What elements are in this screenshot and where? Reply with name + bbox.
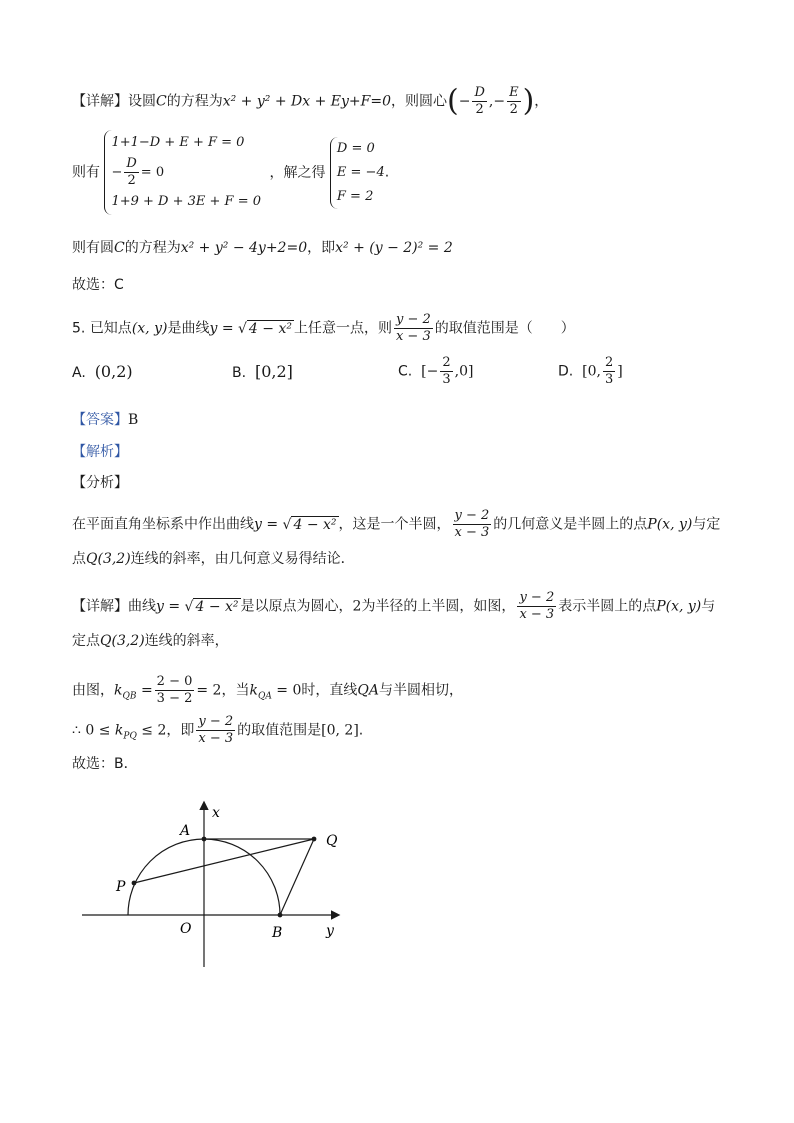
frac-num: y − 2 [519,590,555,605]
option-value: (0,2) [94,362,133,381]
option-pre: [− [421,363,439,380]
text: . [384,164,390,181]
center-x-fraction [472,85,486,118]
label-P: P [116,879,126,895]
text: 的方程为 [166,93,223,110]
label-B: B [272,925,283,941]
axis-label-y: y [326,923,334,939]
interval: [0, 2] [321,722,359,739]
text: 已知点 [89,320,132,337]
k-subscript: PQ [123,731,137,742]
text: 在平面直角坐标系中作出曲线 [72,516,254,533]
point-P: P(x, y) [647,516,693,533]
ratio-fraction [394,312,433,345]
option-key: D. [558,363,574,380]
frac-den: 3 [604,372,614,387]
text: 点 [72,551,86,567]
solution-row-1: D = 0 [336,140,375,156]
frac-num: y − 2 [198,714,234,729]
frac-den: 2 [509,102,518,117]
ratio-fraction [453,508,492,541]
text: 的几何意义是半圆上的点 [493,516,648,533]
label-A: A [180,823,191,839]
semicircle-figure [70,795,360,975]
point-B-dot [278,913,283,918]
ratio-fraction [517,590,556,623]
prev-answer: 故选：C [72,277,124,293]
k-symbol: k [114,682,123,699]
fenxi-line-1: 在平面直角坐标系中作出曲线y = √ 4 − x² ，这是一个半圆， $\frac{y - 2}{x - 3}$ 的几何意义是半圆上的点P(x, y)与定 [72,508,721,540]
text: ，当 [221,682,250,699]
point-P: P(x, y) [656,598,702,615]
text: 与定 [692,516,721,533]
option-c[interactable] [398,355,473,388]
text: 与半圆相切， [378,682,463,699]
point-P-dot [132,881,137,886]
detail-label: 【详解】 [72,93,128,110]
line-QA: QA [357,682,379,699]
curve-lhs: y = [156,598,181,615]
option-key: C. [398,363,413,380]
equals: = [140,682,153,699]
point-Q: Q(3,2) [86,551,131,567]
ratio-fraction [196,714,235,747]
option-key: A. [72,365,86,381]
text: 是曲线 [167,320,210,337]
option-post: ,0] [454,363,474,380]
option-b[interactable] [232,362,293,383]
system-row-1: 1+1−D + E + F = 0 [111,135,245,150]
axis-label-x: x [212,805,220,821]
text: ，这是一个半圆， [338,516,451,533]
inequality-right: ≤ 2 [141,722,167,739]
text: ，即 [307,240,336,256]
slope-value: = 2 [196,682,222,699]
answer-value: B [128,412,139,428]
math-C: C [114,240,125,256]
inequality-left: ∴ 0 ≤ [72,722,111,739]
frac-den: 2 [127,173,136,188]
point-Q: Q(3,2) [100,633,145,649]
result-line [72,238,453,258]
frac-num: D [474,85,485,100]
text: 曲线 [128,598,156,615]
question-5 [72,312,575,345]
frac-num: E [509,85,519,100]
solution-system [330,137,385,209]
solution-row-2: E = −4 [336,164,385,180]
radicand: 4 − x² [248,320,292,337]
text: 的取值范围是 [237,722,322,739]
text: ，即 [166,722,195,739]
option-post: ] [617,363,623,380]
detail-line-1: 【详解】曲线y = √ 4 − x² 是以原点为圆心，2为半径的上半圆，如图， $\frac{y - 2}{x - 3}$ 表示半圆上的点P(x, y)与 [72,590,716,622]
point-xy: (x, y) [131,320,168,337]
segment-PQ [134,839,314,883]
question-number: 5. [72,320,86,337]
frac-num: 2 [442,355,451,370]
text: . [358,722,364,739]
equation-1: x² + y² − 4y+2=0 [180,240,308,256]
radicand: 4 − x² [195,598,239,615]
curve-lhs: y = [209,320,234,337]
k-symbol: k [114,722,124,739]
system-prefix: 则有 [72,164,100,181]
equation-system [104,130,261,215]
frac-num: y − 2 [395,312,431,327]
segment-BQ [280,839,314,915]
system-row-3: 1+9 + D + 3E + F = 0 [111,194,261,209]
text: 由图， [72,682,114,699]
radicand: 4 − x² [293,516,337,533]
frac-den: x − 3 [454,525,490,540]
radius-value: 2 [352,598,362,615]
text: 定点 [72,633,100,649]
k-symbol: k [249,682,258,699]
text: 的方程为 [124,240,181,256]
text: 连线的斜率，由几何意义易得结论． [130,551,355,567]
final-answer: 故选：B． [72,756,138,772]
option-key: B. [232,365,247,381]
center-y-fraction [507,85,521,118]
text: 则有圆 [72,240,114,256]
text: 时，直线 [301,682,358,699]
text: 是以原点为圆心， [240,598,353,615]
detail-prev-line: 【详解】设圆C的方程为x² + y² + Dx + Ey+F=0，则圆心(− $\frac{D}{2}$ ,− $\frac{E}{2}$ )， [72,83,549,119]
point-A-dot [202,837,207,842]
text: 为半径的上半圆，如图， [361,598,516,615]
math-C: C [156,93,167,110]
point-Q-dot [312,837,317,842]
frac-den: 3 [442,372,451,387]
sqrt-expression: √ 4 − x² [238,320,292,337]
frac-den: x − 3 [519,607,555,622]
frac-num: 2 − 0 [156,674,193,689]
option-d[interactable] [558,355,623,388]
label-Q: Q [326,833,338,849]
frac-num: 2 [604,355,614,370]
text: ，则圆心 [390,93,447,110]
circle-equation: x² + y² + Dx + Ey+F=0 [222,93,391,110]
system-line [72,130,389,215]
text: 设圆 [128,93,156,110]
text: 的取值范围是（ ） [434,320,575,337]
range-line [72,714,363,747]
frac-num: D [126,156,137,171]
frac-den: x − 3 [198,731,234,746]
answer-label: 【答案】 [72,412,128,428]
paren-open: ( [446,83,459,119]
equation-2: x² + (y − 2)² = 2 [335,240,453,256]
detail-line-2 [72,631,229,651]
frac-num: y − 2 [454,508,490,523]
text: 与 [701,598,716,615]
text: 上任意一点，则 [293,320,392,337]
paren-close: ) [522,83,535,119]
fenxi-label: 【分析】 [72,475,128,491]
row-tail: = 0 [140,165,165,180]
frac-den: 3 − 2 [156,691,193,706]
frac-den: x − 3 [395,329,431,344]
option-a[interactable] [72,362,133,383]
option-value: [0,2] [254,362,293,381]
text: 表示半圆上的点 [558,598,657,615]
frac-den: 2 [475,102,484,117]
k-subscript: QA [257,691,272,702]
label-O: O [180,921,192,937]
k-subscript: QB [122,691,137,702]
system-mid: ，解之得 [269,164,326,181]
detail-label: 【详解】 [72,598,128,615]
curve-lhs: y = [254,516,279,533]
system-row-2: − $\frac{D}{2}$ = 0 [111,156,165,188]
slope-value: = 0 [276,682,302,699]
option-pre: [0, [582,363,601,380]
solution-row-3: F = 2 [336,188,374,204]
fenxi-line-2 [72,549,355,569]
slope-fraction [155,674,195,707]
answer-line [72,410,138,430]
text: 连线的斜率， [144,633,229,649]
analysis-label: 【解析】 [72,444,128,460]
slope-line [72,674,463,707]
text: ， [534,93,549,110]
